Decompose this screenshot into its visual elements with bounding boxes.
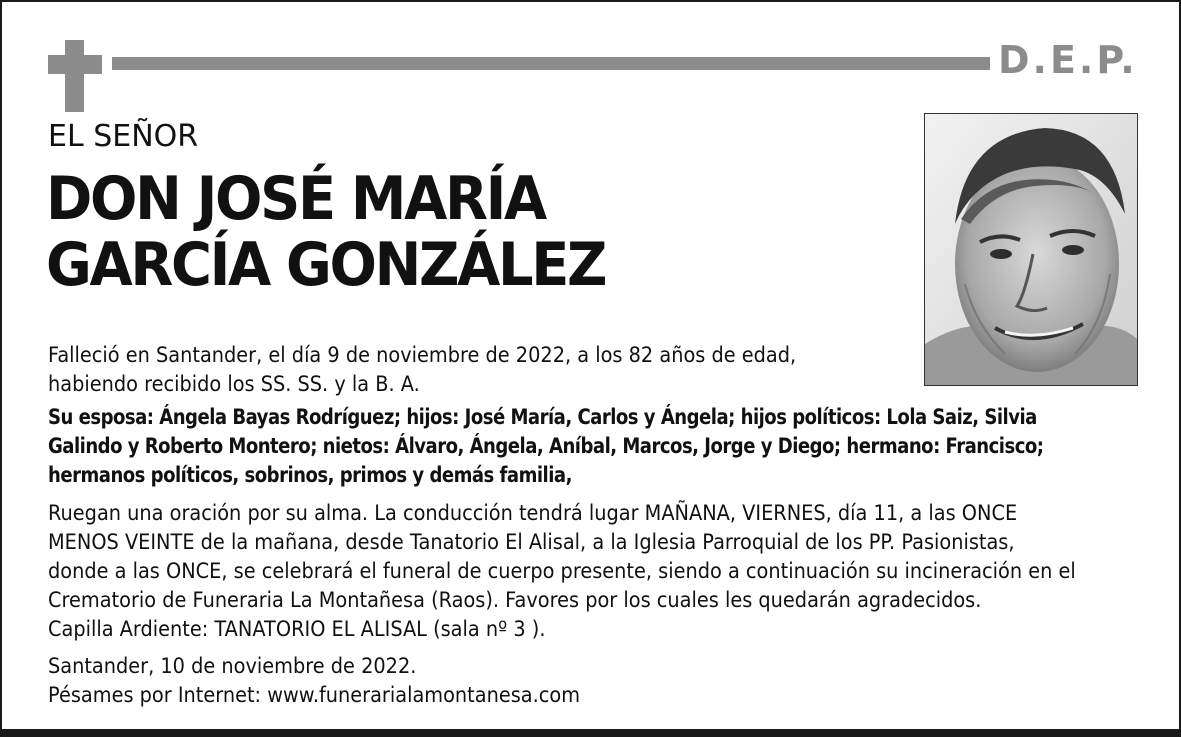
funeral-info: [48, 499, 1076, 644]
footer: [48, 652, 580, 710]
funeral-line: Ruegan una oración por su alma. La conducción tendrá lugar MAÑANA, VIERNES, día 11, a las ONCE: [48, 501, 1018, 525]
family-line: hermanos políticos, sobrinos, primos y demás familia,: [48, 463, 572, 487]
family-list: [48, 403, 1044, 490]
honorific: EL SEÑOR: [48, 119, 199, 154]
death-notice-line: habiendo recibido los SS. SS. y la B. A.: [48, 372, 420, 396]
funeral-line: Capilla Ardiente: TANATORIO EL ALISAL (sala nº 3 ).: [48, 617, 546, 641]
cross-icon: [48, 40, 102, 112]
funeral-line: donde a las ONCE, se celebrará el funeral de cuerpo presente, siendo a continuación su incineración en el: [48, 559, 1076, 583]
family-line: Galindo y Roberto Montero; nietos: Álvaro, Ángela, Aníbal, Marcos, Jorge y Diego; hermano: Francisco;: [48, 434, 1044, 458]
funeral-line: Crematorio de Funeraria La Montañesa (Raos). Favores por los cuales les quedarán agradecidos.: [48, 588, 982, 612]
condolences-web: Pésames por Internet: www.funerarialamontanesa.com: [48, 683, 581, 707]
portrait-photo: [924, 113, 1138, 386]
family-line: Su esposa: Ángela Bayas Rodríguez; hijos: José María, Carlos y Ángela; hijos políticos: Lola Saiz, Silvia: [48, 405, 1037, 429]
funeral-line: MENOS VEINTE de la mañana, desde Tanatorio El Alisal, a la Iglesia Parroquial de los PP. Pasionistas,: [48, 530, 1015, 554]
deceased-name: [46, 166, 605, 298]
dep-label: D.E.P.: [998, 38, 1138, 82]
name-line-1: DON JOSÉ MARÍA: [46, 164, 545, 234]
death-notice: [48, 341, 796, 399]
place-date: Santander, 10 de noviembre de 2022.: [48, 654, 417, 678]
name-line-2: GARCÍA GONZÁLEZ: [46, 230, 606, 300]
header-rule: [112, 57, 990, 70]
death-notice-line: Falleció en Santander, el día 9 de noviembre de 2022, a los 82 años de edad,: [48, 343, 797, 367]
